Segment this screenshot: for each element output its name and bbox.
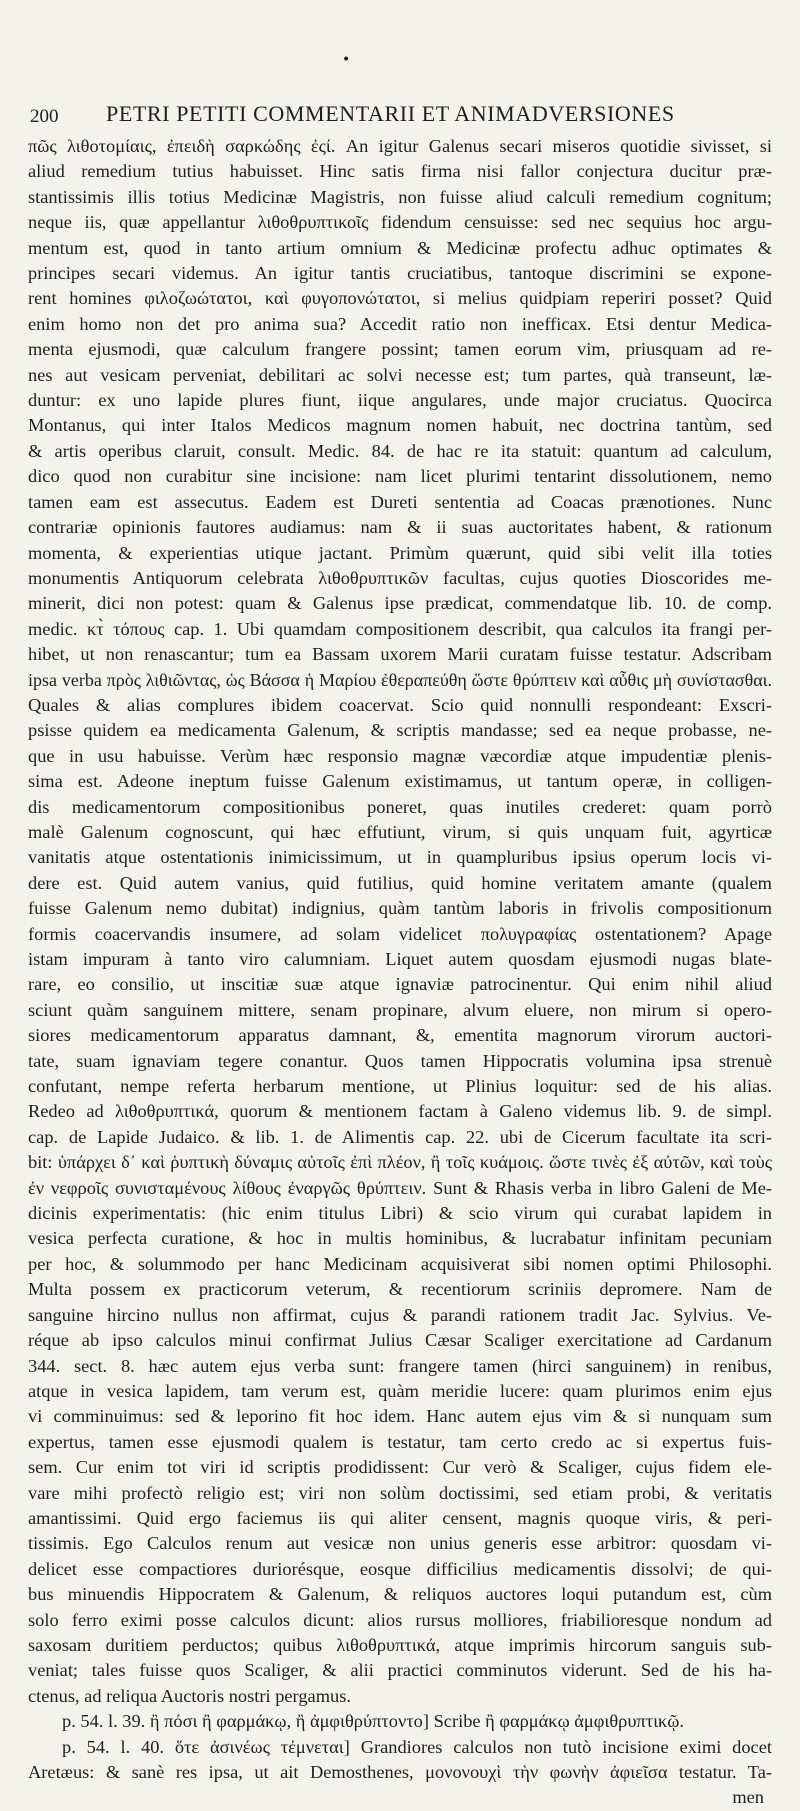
text-line: vare mihi profectò religio est; viri non solùm doctissimi, sed etiam probi, & veritatis (28, 1482, 772, 1503)
text-line: sanguine hircino nullus non affirmat, cujus & parandi rationem tradit Jac. Sylvius. Ve- (28, 1304, 772, 1325)
note-line: p. 54. l. 40. ὅτε ἀσινέως τέμνεται] Grandiores calculos non tutò incisione eximi docet (62, 1736, 772, 1757)
text-line: vesica perfecta curatione, & hoc in multis hominibus, & lucrabatur infinitam pecuniam (28, 1228, 772, 1249)
text-line: tate, suam ignaviam tegere conantur. Quos tamen Hippocratis volumina ipsa strenuè (28, 1050, 772, 1071)
text-line: nes aut vesicam perveniat, debilitari ac solvi necesse est; tum partes, quà transeunt, læ- (28, 364, 772, 385)
page-number: 200 (30, 106, 59, 127)
text-line: fuisse Galenum nemo dubitat) indignius, quàm tantùm laboris in frivolis compositionum (28, 898, 772, 919)
text-line: Montanus, qui inter Italos Medicos magnum nomen habuit, nec doctrina tantùm, sed (28, 415, 772, 436)
text-line: ipsa verba πρὸς λιθιῶντας, ὡς Βάσσα ἡ Μαρίου ἐθεραπεύθη ὥστε θρύπτειν καὶ αὖθις μὴ συνίστασθαι. (28, 669, 772, 690)
text-line: πῶς λιθοτομίαις, ἐπειδὴ σαρκώδης ἐςί. An igitur Galenus secari miseros quotidie sivisset, si (28, 136, 772, 156)
text-line: rare, eo consilio, ut inscitiæ suæ atque ignaviæ patrocinentur. Qui enim nihil aliud (28, 974, 772, 995)
running-header (26, 98, 776, 128)
text-line: & artis operibus claruit, consult. Medic. 84. de hac re ita statuit: quantum ad calculum, (28, 440, 772, 461)
catchword: men (732, 1787, 764, 1808)
text-line: saxosam duritiem perductos; quibus λιθοθρυπτικά, atque imprimis hircorum sanguis sub- (28, 1634, 772, 1655)
text-line: hibet, ut non renascantur; tum ea Bassam uxorem Marii curatam fuisse testatur. Adscribam (28, 644, 772, 665)
text-line: bit: ὑπάρχει δ᾽ καὶ ῥυπτικὴ δύναμις αὐτοῖς ἐπὶ πλέον, ἢ τοῖς κυάμοις. ὥστε τινὲς ἐξ αὐτῶν, καὶ τοὺς (28, 1152, 772, 1173)
text-line: Quales & alias complures ibidem coacervat. Scio quid nonnulli respondeant: Exscri- (28, 694, 772, 715)
text-line: Multa possem ex practicorum veterum, & recentiorum scriniis depromere. Nam de (28, 1279, 772, 1300)
note-line: Aretæus: & sanè res ipsa, ut ait Demosthenes, μονονουχὶ τὴν φωνὴν ἀφιεῖσα testatur. Ta- (28, 1762, 772, 1782)
text-line: réque ab ipso calculos minui confirmat Julius Cæsar Scaliger exercitatione ad Cardanum (28, 1330, 772, 1351)
text-line: formis coacervandis insumere, ad solam videlicet πολυγραφίας ostentationem? Apage (28, 923, 772, 944)
text-line: solo ferro eximi posse calculos dicunt: alios rursus molliores, friabilioresque nondum ad (28, 1609, 772, 1630)
text-line: momenta, & experientias utique jactant. Primùm quærunt, quid sibi velit illa toties (28, 542, 772, 563)
text-line: sima est. Adeone ineptum fuisse Galenum existimamus, ut tantum operæ, in colligen- (28, 771, 772, 792)
text-line: malè Galenum cognoscunt, qui hæc effutiunt, virum, si quis unquam fuit, agyrticæ (28, 821, 772, 842)
text-line: amantissimi. Quid ergo faciemus iis qui aliter censent, magnis quoque viris, & peri- (28, 1507, 772, 1528)
text-line: confutant, nempe referta herbarum mentione, ut Plinius loquitur: sed de his alias. (28, 1076, 772, 1097)
text-line: bus minuendis Hippocratem & Galenum, & reliquos auctores loqui putandum est, cùm (28, 1584, 772, 1605)
text-line: tamen eam est assecutus. Eadem est Dureti sententia ad Coacas prænotiones. Nunc (28, 491, 772, 512)
text-line: duntur: ex uno lapide plures fiunt, iique angulares, unde major cruciatus. Quocirca (28, 390, 772, 411)
text-line: cap. de Lapide Judaico. & lib. 1. de Alimentis cap. 22. ubi de Cicerum facultate ita scri- (28, 1126, 772, 1147)
text-line: dicinis experimentatis: (hic enim titulus Libri) & scio virum qui curabat lapidem in (28, 1203, 772, 1224)
text-line: atque in vesica lapidem, tam verum est, quàm meridie lucere: quam plurimos enim ejus (28, 1380, 772, 1401)
text-line: sciunt quàm sanguinem mittere, senam propinare, alvum eluere, non mirum si opero- (28, 999, 772, 1020)
text-line: principes secari videmus. An igitur tantis cruciatibus, tantoque discrimini se expone- (28, 263, 772, 284)
text-line: vanitatis atque ostentationis inimicissimum, ut in quampluribus ipsius operum locis vi- (28, 847, 772, 868)
text-line: delicet esse compactiores duriorésque, eosque difficilius medicamentis dissolvi; de qui- (28, 1558, 772, 1579)
text-line: sem. Cur enim tot viri id scriptis prodidissent: Cur verò & Scaliger, cujus fidem ele- (28, 1457, 772, 1478)
text-line: aliud remedium tutius habuisset. Hinc satis firma nisi fallor conjectura ducitur præ- (28, 161, 772, 182)
body-text (28, 134, 772, 1811)
text-line: ἐν νεφροῖς συνισταμένους λίθους ἐναργῶς θρύπτειν. Sunt & Rhasis verba in libro Galeni de Me- (28, 1177, 772, 1198)
ink-dot: • (342, 52, 351, 68)
text-line: enim homo non det pro anima sua? Accedit ratio non inefficax. Etsi dentur Medica- (28, 313, 772, 334)
text-line: stantissimis illis totius Medicinæ Magistris, non fuisse aliud calculi remedium cognitum; (28, 186, 772, 207)
text-line: mentum est, quod in tanto artium omnium & Medicinæ profectu adhuc optimates & (28, 237, 772, 258)
text-line: per hoc, & solummodo per hanc Medicinam acquisiverat sibi nomen optimi Philosophi. (28, 1253, 772, 1274)
text-line: que in usu habuisse. Verùm hæc responsio magnæ væcordiæ atque impudentiæ plenis- (28, 745, 772, 766)
text-line: neque iis, quæ appellantur λιθοθρυπτικοῖς fidendum censuisse: sed nec sequius hoc argu- (28, 212, 772, 233)
text-line: dere est. Quid autem vanius, quid futilius, quid homine veritatem amante (qualem (28, 872, 772, 893)
text-line: medic. κτ̀ τόπους cap. 1. Ubi quamdam compositionem describit, qua calculos ita frangi per- (28, 618, 772, 639)
text-line: tissimis. Ego Calculos renum aut vesicæ non unius generis esse arbitror: quosdam vi- (28, 1533, 772, 1554)
text-line: rent homines φιλοζωώτατοι, καὶ φυγοπονώτατοι, si melius quidpiam reperiri posset? Quid (28, 288, 772, 309)
text-line: minerit, dici non potest: quam & Galenus ipse prædicat, commendatque lib. 10. de comp. (28, 593, 772, 614)
text-line: veniat; tales fuisse quos Scaliger, & alii practici comminutos viderunt. Sed de his ha- (28, 1660, 772, 1681)
text-line: siores medicamentorum apparatus damnant, &, ementita magnorum virorum auctori- (28, 1025, 772, 1046)
text-line: expertus, tamen esse ejusmodi qualem is testatur, tam certo credo ac si expertus fuis- (28, 1431, 772, 1452)
running-title: PETRI PETITI COMMENTARII ET ANIMADVERSIONES (106, 101, 675, 126)
text-line: vi comminuimus: sed & leporino fit hoc idem. Hanc autem ejus vim & si nunquam sum (28, 1406, 772, 1427)
text-line: dis medicamentorum compositionibus poneret, quas inutiles crederet: quam porrò (28, 796, 772, 817)
note-line: p. 54. l. 39. ἢ πόσι ἢ φαρμάκῳ, ἢ ἀμφιθρύπτοντο] Scribe ἢ φαρμάκῳ ἀμφιθρυπτικῷ. (62, 1711, 685, 1732)
text-line: Redeo ad λιθοθρυπτικά, quorum & mentionem factam à Galeno videmus lib. 9. de simpl. (28, 1101, 772, 1122)
text-line: psisse quidem ea medicamenta Galenum, & scriptis mandasse; sed ea neque probasse, ne- (28, 720, 772, 741)
text-line: monumentis Antiquorum celebrata λιθοθρυπτικῶν facultas, cujus quoties Dioscorides me- (28, 567, 772, 588)
text-line: istam impuram à tanto viro calumniam. Liquet autem quosdam ejusmodi nugas blate- (28, 949, 772, 969)
text-line: dico quod non curabitur sine incisione: nam licet plurimi tentarint dissolutionem, nemo (28, 466, 772, 487)
text-line: ctenus, ad reliqua Auctoris nostri pergamus. (28, 1685, 351, 1706)
text-line: menta ejusmodi, quæ calculum frangere possint; tamen eorum vim, priusquam ad re- (28, 339, 772, 360)
text-line: 344. sect. 8. hæc autem ejus verba sunt: frangere tamen (hirci sanguinem) in renibus, (28, 1355, 772, 1376)
text-line: contrariæ opinionis fautores audiamus: nam & ii suas auctoritates habent, & rationum (28, 517, 772, 538)
